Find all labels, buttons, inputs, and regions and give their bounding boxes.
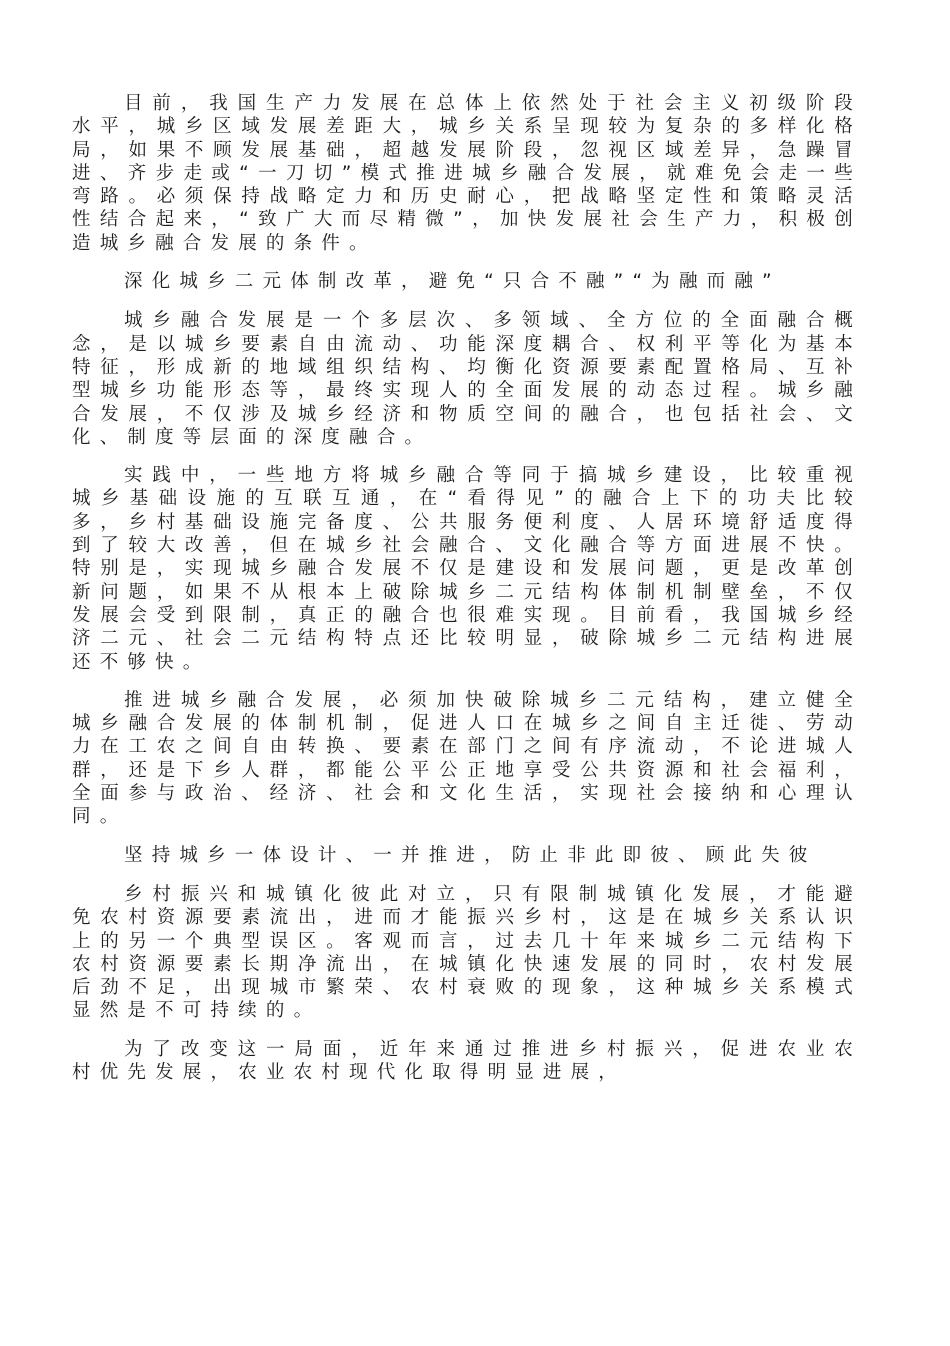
paragraph-2: 城乡融合发展是一个多层次、多领域、全方位的全面融合概念，是以城乡要素自由流动、功能深度耦合、权利平等化为基本特征，形成新的地域组织结构、均衡化资源要素配置格局、互补型城乡功能形态等，最终实现人的全面发展的动态过程。城乡融合发展，不仅涉及城乡经济和物质空间的融合，也包括社会、文化、制度等层面的深度融合。 — [72, 310, 862, 448]
paragraph-6: 为了改变这一局面，近年来通过推进乡村振兴，促进农业农村优先发展，农业农村现代化取得明显进展， — [72, 1038, 862, 1083]
paragraph-3: 实践中，一些地方将城乡融合等同于搞城乡建设，比较重视城乡基础设施的互联互通，在“看得见”的融合上下的功夫比较多，乡村基础设施完备度、公共服务便利度、人居环境舒适度得到了较大改善，但在城乡社会融合、文化融合等方面进展不快。特别是，实现城乡融合发展不仅是建设和发展问题，更是改革创新问题，如果不从根本上破除城乡二元结构体制机制壁垒，不仅发展会受到限制，真正的融合也很难实现。目前看，我国城乡经济二元、社会二元结构特点还比较明显，破除城乡二元结构进展还不够快。 — [72, 465, 862, 673]
document-page — [72, 92, 862, 1099]
section-heading-1: 深化城乡二元体制改革，避免“只合不融”“为融而融” — [124, 271, 781, 293]
paragraph-4: 推进城乡融合发展，必须加快破除城乡二元结构，建立健全城乡融合发展的体制机制，促进人口在城乡之间自主迁徙、劳动力在工农之间自由转换、要素在部门之间有序流动，不论进城人群，还是下乡人群，都能公平公正地享受公共资源和社会福利，全面参与政治、经济、社会和文化生活，实现社会接纳和心理认同。 — [72, 689, 862, 828]
paragraph-5: 乡村振兴和城镇化彼此对立，只有限制城镇化发展，才能避免农村资源要素流出，进而才能振兴乡村，这是在城乡关系认识上的另一个典型误区。客观而言，过去几十年来城乡二元结构下农村资源要素长期净流出，在城镇化快速发展的同时，农村发展后劲不足，出现城市繁荣、农村衰败的现象，这种城乡关系模式显然是不可持续的。 — [72, 883, 862, 1022]
section-heading-2: 坚持城乡一体设计、一并推进，防止非此即彼、顾此失彼 — [124, 844, 817, 866]
paragraph-1: 目前，我国生产力发展在总体上依然处于社会主义初级阶段水平，城乡区域发展差距大，城乡关系呈现较为复杂的多样化格局，如果不顾发展基础，超越发展阶段，忽视区域差异，急躁冒进、齐步走或“一刀切”模式推进城乡融合发展，就难免会走一些弯路。必须保持战略定力和历史耐心，把战略坚定性和策略灵活性结合起来，“致广大而尽精微”，加快发展社会生产力，积极创造城乡融合发展的条件。 — [72, 93, 862, 254]
